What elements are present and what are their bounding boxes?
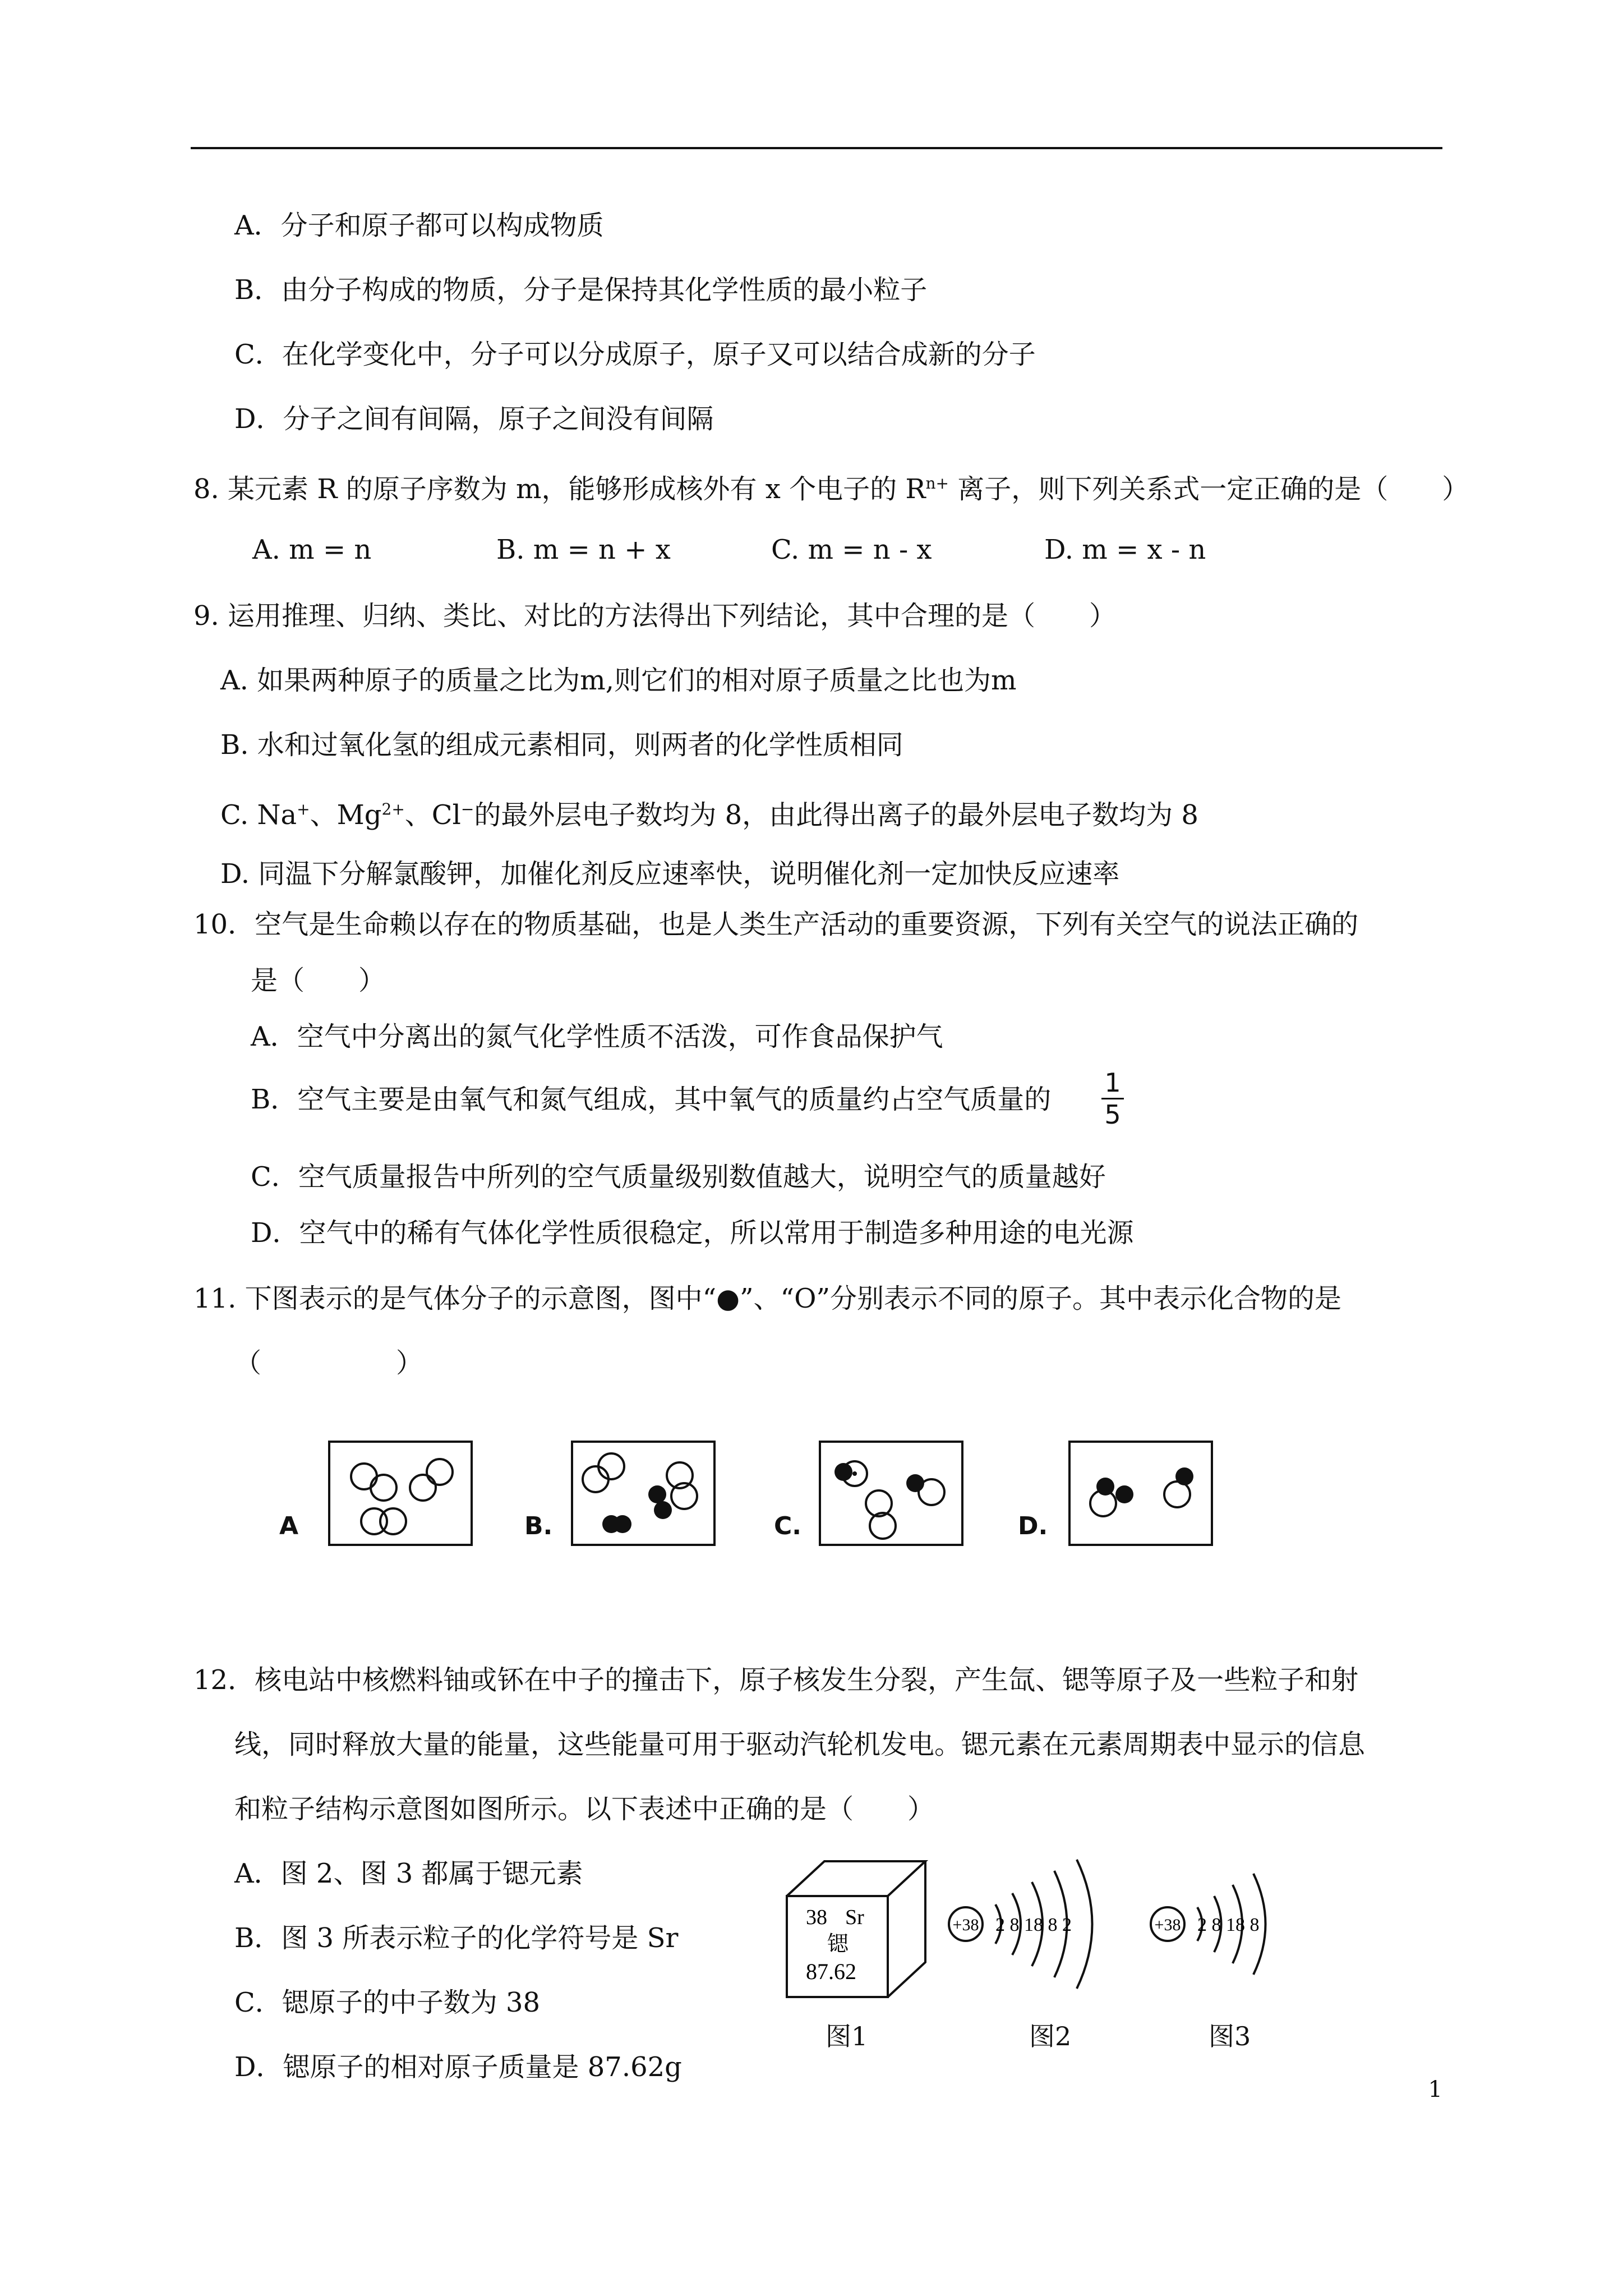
white-atom — [427, 1459, 453, 1485]
q9-c-mg: 、Mg — [310, 799, 382, 831]
q9-c-cl: 、Cl — [404, 799, 461, 831]
q9-c-sup2: 2+ — [381, 800, 405, 818]
electron-shell-arc — [1077, 1860, 1092, 1989]
figure-label-2: 图2 — [1029, 2021, 1072, 2051]
q8-option-a: A. m = n — [252, 534, 372, 565]
fraction-numerator: 1 — [1104, 1068, 1121, 1098]
q11-figure-label-c: C. — [774, 1512, 802, 1540]
q10-option-c: C．空气质量报告中所列的空气质量级别数值越大，说明空气的质量越好 — [251, 1161, 1106, 1193]
element-name: 锶 — [827, 1931, 849, 1956]
q7-option-a: A．分子和原子都可以构成物质 — [234, 210, 604, 241]
q10-option-d: D．空气中的稀有气体化学性质很稳定，所以常用于制造多种用途的电光源 — [251, 1217, 1134, 1249]
q7-option-b: B．由分子构成的物质，分子是保持其化学性质的最小粒子 — [234, 274, 928, 306]
q8-stem-post: 离子，则下列关系式一定正确的是（ ） — [948, 473, 1469, 505]
nucleus-charge: +38 — [952, 1916, 979, 1934]
q12-option-d: D．锶原子的相对原子质量是 87.62g — [234, 2051, 682, 2083]
q8-superscript: n+ — [925, 474, 949, 493]
q11-figure-label-b: B. — [524, 1512, 553, 1540]
white-atom — [371, 1475, 396, 1501]
q11-box-d — [1068, 1441, 1213, 1546]
q11-molecules-c — [821, 1443, 961, 1544]
cube-top-face — [787, 1861, 925, 1896]
q11-stem-line2: （ ） — [234, 1347, 423, 1379]
black-atom — [1175, 1467, 1193, 1485]
q9-option-c — [220, 793, 1198, 832]
white-atom — [1164, 1481, 1190, 1507]
q10-stem-line2: 是（ ） — [251, 965, 386, 996]
q11-figure-label-d: D. — [1018, 1512, 1048, 1540]
black-atom — [614, 1515, 631, 1533]
header-rule — [191, 147, 1442, 149]
q10-stem-line1: 10．空气是生命赖以存在的物质基础，也是人类生产活动的重要资源，下列有关空气的说法正确的 — [193, 909, 1359, 940]
nucleus-charge: +38 — [1154, 1916, 1181, 1934]
fraction-denominator: 5 — [1104, 1099, 1121, 1130]
q9-stem: 9. 运用推理、归纳、类比、对比的方法得出下列结论，其中合理的是（ ） — [193, 600, 1117, 632]
white-atom — [351, 1464, 377, 1489]
q10-option-b: B．空气主要是由氧气和氮气组成，其中氧气的质量约占空气质量的 — [251, 1084, 1052, 1115]
figure-label-1: 图1 — [826, 2021, 868, 2051]
q10-option-a: A．空气中分离出的氮气化学性质不活泼，可作食品保护气 — [251, 1021, 943, 1052]
black-atom — [834, 1463, 852, 1481]
q12-stem-line1: 12．核电站中核燃料铀或钚在中子的撞击下，原子核发生分裂，产生氙、锶等原子及一些粒子和射 — [193, 1664, 1359, 1696]
q9-option-a: A. 如果两种原子的质量之比为m,则它们的相对原子质量之比也为m — [220, 665, 1017, 696]
white-atom — [598, 1453, 624, 1479]
atom-structure-figure-3 — [1144, 1851, 1301, 1997]
q11-box-b — [571, 1441, 716, 1546]
black-atom — [906, 1474, 924, 1492]
q12-stem-line2: 线，同时释放大量的能量，这些能量可用于驱动汽轮机发电。锶元素在元素周期表中显示的信息 — [234, 1729, 1366, 1760]
figure-label-3: 图3 — [1209, 2021, 1251, 2051]
q12-stem-line3: 和粒子结构示意图如图所示。以下表述中正确的是（ ） — [234, 1793, 935, 1825]
cube-side-face — [888, 1861, 925, 1997]
q8-option-b: B. m = n + x — [496, 534, 671, 565]
white-atom — [410, 1475, 436, 1501]
element-symbol: Sr — [845, 1906, 864, 1929]
q11-molecules-b — [573, 1443, 713, 1544]
q11-molecules-a — [330, 1443, 471, 1544]
q9-c-na: C. Na — [220, 799, 297, 831]
element-atomic-number: 38 — [806, 1906, 827, 1929]
element-cube-figure — [782, 1857, 945, 2003]
page-number: 1 — [1428, 2077, 1442, 2102]
white-atom — [380, 1508, 406, 1534]
q11-stem-line1: 11. 下图表示的是气体分子的示意图，图中“●”、“O”分别表示不同的原子。其中表示化合物的是 — [193, 1283, 1341, 1314]
black-atom — [1096, 1478, 1114, 1496]
q10-fraction — [1101, 1069, 1124, 1129]
element-atomic-mass: 87.62 — [806, 1959, 856, 1984]
q9-c-sup1: + — [297, 800, 310, 818]
q9-c-post: 的最外层电子数均为 8，由此得出离子的最外层电子数均为 8 — [474, 799, 1198, 831]
q8-option-d: D. m = x - n — [1044, 534, 1206, 565]
q12-option-c: C．锶原子的中子数为 38 — [234, 1987, 541, 2018]
q11-box-c — [819, 1441, 963, 1546]
q9-option-d: D. 同温下分解氯酸钾，加催化剂反应速率快，说明催化剂一定加快反应速率 — [220, 858, 1120, 890]
q8-stem-pre: 8. 某元素 R 的原子序数为 m，能够形成核外有 x 个电子的 R — [193, 473, 926, 505]
q9-c-sup3: − — [460, 800, 474, 818]
black-atom — [648, 1485, 666, 1503]
q12-option-b: B．图 3 所表示粒子的化学符号是 Sr — [234, 1922, 679, 1954]
white-atom — [583, 1466, 608, 1492]
q11-box-a — [328, 1441, 473, 1546]
black-atom — [654, 1501, 672, 1519]
black-dot — [852, 1471, 857, 1476]
atom-structure-figure-2 — [942, 1851, 1122, 1997]
electron-shell-counts: 2 8 18 8 2 — [995, 1915, 1072, 1935]
q11-molecules-d — [1071, 1443, 1211, 1544]
q8-option-c: C. m = n - x — [771, 534, 932, 565]
q9-option-b: B. 水和过氧化氢的组成元素相同，则两者的化学性质相同 — [220, 729, 903, 761]
q12-option-a: A．图 2、图 3 都属于锶元素 — [234, 1858, 583, 1889]
black-atom — [1115, 1485, 1133, 1503]
q11-figure-label-a: A — [279, 1512, 299, 1540]
q7-option-c: C．在化学变化中，分子可以分成原子，原子又可以结合成新的分子 — [234, 339, 1036, 370]
q8-stem — [193, 467, 1469, 506]
electron-shell-counts: 2 8 18 8 — [1197, 1915, 1260, 1935]
q7-option-d: D．分子之间有间隔，原子之间没有间隔 — [234, 403, 714, 435]
